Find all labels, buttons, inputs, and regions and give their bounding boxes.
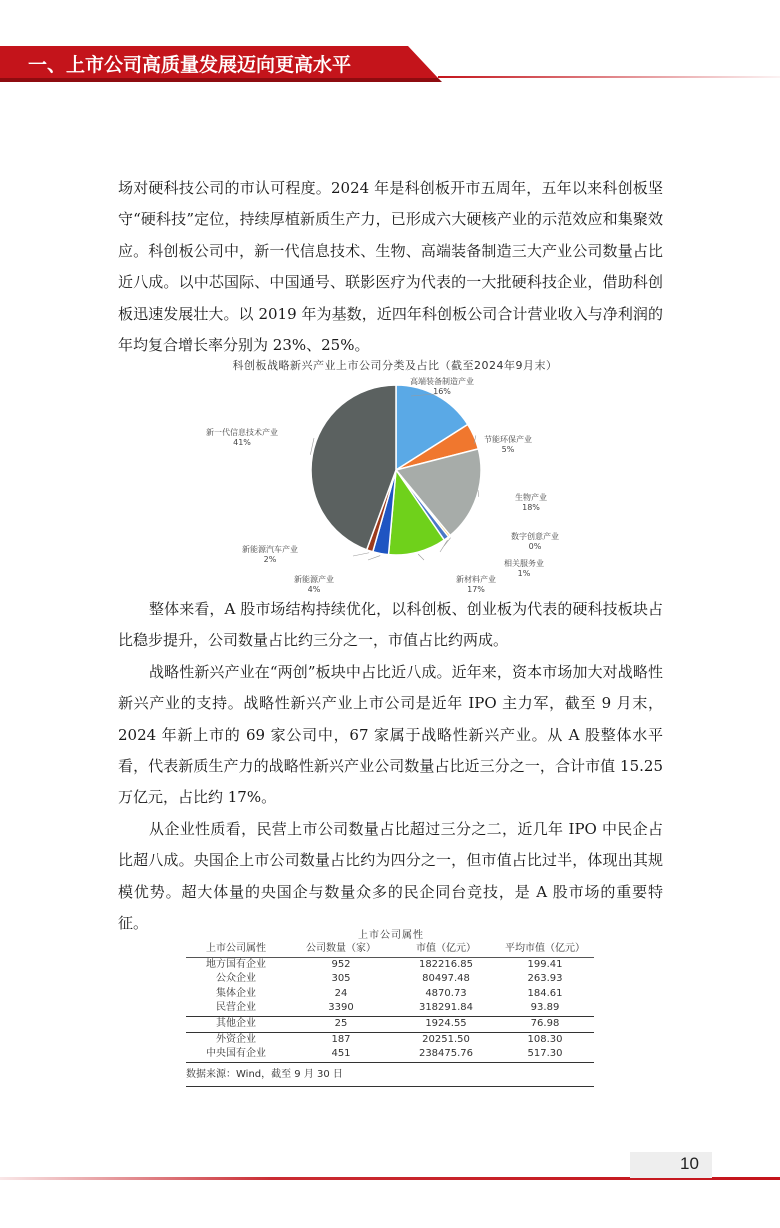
table-cell: 25 — [286, 1016, 396, 1032]
table-cell: 184.61 — [527, 987, 563, 999]
table-cell: 76.98 — [496, 1016, 594, 1032]
pie-leader-line — [418, 554, 424, 560]
table-cell: 451 — [331, 1048, 351, 1060]
table-cell: 4870.73 — [425, 987, 467, 999]
data-table — [186, 942, 594, 1062]
table-cell: 238475.76 — [418, 1048, 474, 1060]
table-header-cell: 平均市值（亿元） — [496, 942, 594, 957]
paragraph: 战略性新兴产业在“两创”板块中占比近八成。近年来，资本市场加大对战略性新兴产业的支持。战略性新兴产业上市公司是近年 IPO 主力军，截至 9 月末，2024 年新上市的 69 家公司中，67 家属于战略性新兴产业。从 A 股整体水平看，代表新质生产力的战略性新兴产业公司数量占比近三分之一，合计市值 15.25 万亿元，占比约 17%。 — [118, 662, 663, 807]
table-title: 上市公司属性 — [358, 930, 424, 941]
table-cell: 93.89 — [530, 1002, 560, 1014]
section-title: 一、上市公司高质量发展迈向更高水平 — [28, 54, 352, 76]
table-row — [186, 1016, 594, 1032]
pie-slice-label: 新一代信息技术产业 — [206, 428, 278, 437]
paragraph: 整体来看，A 股市场结构持续优化，以科创板、创业板为代表的硬科技板块占比稳步提升，公司数量占比约三分之一，市值占比约两成。 — [118, 600, 663, 650]
table-cell: 80497.48 — [422, 973, 470, 985]
table-row — [186, 1047, 594, 1062]
table-cell: 305 — [331, 973, 351, 985]
table-cell: 182216.85 — [418, 958, 474, 970]
table-cell: 199.41 — [527, 958, 563, 970]
table-cell: 187 — [331, 1033, 351, 1045]
pie-slice-label: 新能源产业 — [294, 575, 334, 584]
table-cell: 20251.50 — [422, 1033, 470, 1045]
paragraph: 从企业性质看，民营上市公司数量占比超过三分之二，近几年 IPO 中民企占比超八成。央国企上市公司数量占比约为四分之一，但市值占比过半，体现出其规模优势。超大体量的央国企与数量众多的民企同台竞技，是 A 股市场的重要特征。 — [118, 819, 663, 933]
pie-slice-label: 高端装备制造产业 — [410, 377, 474, 386]
body-paragraphs-bottom — [118, 594, 663, 939]
pie-slice-label: 节能环保产业 — [484, 435, 532, 444]
page-number: 10 — [680, 1154, 699, 1173]
page-number-box — [630, 1152, 712, 1178]
table-row — [186, 957, 594, 972]
table-cell: 1924.55 — [396, 1016, 496, 1032]
pie-slice-percent: 1% — [517, 569, 531, 578]
pie-slice-percent: 17% — [467, 585, 485, 594]
table-source-note: 数据来源：Wind，截至 9 月 30 日 — [186, 1062, 594, 1080]
table-cell: 中央国有企业 — [206, 1048, 266, 1060]
table-cell: 952 — [331, 958, 351, 970]
table-bottom-rule — [186, 1080, 594, 1087]
pie-slice-percent: 5% — [501, 445, 515, 454]
pie-slice-label: 新材料产业 — [456, 575, 496, 584]
pie-slice-percent: 2% — [263, 555, 277, 564]
pie-slice-percent: 4% — [307, 585, 321, 594]
table-row — [186, 987, 594, 1002]
pie-slice-label: 数字创意产业 — [511, 532, 559, 541]
pie-slice-percent: 0% — [528, 542, 542, 551]
pie-slice-label: 新能源汽车产业 — [242, 545, 298, 554]
table-header-cell: 市值（亿元） — [396, 942, 496, 957]
table-cell: 其他企业 — [186, 1016, 286, 1032]
table-cell: 318291.84 — [418, 1002, 474, 1014]
table-row — [186, 972, 594, 987]
table-header-cell: 公司数量（家） — [286, 942, 396, 957]
table-cell: 公众企业 — [216, 973, 256, 985]
table-cell: 3390 — [328, 1002, 354, 1014]
table-cell: 外资企业 — [216, 1033, 256, 1045]
chart-title: 科创板战略新兴产业上市公司分类及占比（截至2024年9月末） — [232, 359, 558, 372]
company-attribute-table — [186, 926, 596, 1087]
paragraph: 场对硬科技公司的市认可程度。2024 年是科创板开市五周年，五年以来科创板坚守“硬科技”定位，持续厚植新质生产力，已形成六大硬核产业的示范效应和集聚效应。科创板公司中，新一代信息技术、生物、高端装备制造三大产业公司数量占比近八成。以中芯国际、中国通号、联影医疗为代表的一大批硬科技企业，借助科创板迅速发展壮大。以 2019 年为基数，近四年科创板公司合计营业收入与净利润的年均复合增长率分别为 23%、25%。 — [118, 179, 663, 355]
table-cell: 108.30 — [527, 1033, 563, 1045]
table-row — [186, 1032, 594, 1047]
table-cell: 地方国有企业 — [206, 958, 266, 970]
pie-slice-label: 相关服务业 — [504, 559, 544, 568]
table-cell: 集体企业 — [216, 987, 256, 999]
table-cell: 民营企业 — [216, 1002, 256, 1014]
table-cell: 263.93 — [527, 973, 563, 985]
table-header-cell: 上市公司属性 — [186, 942, 286, 957]
pie-slice-label: 生物产业 — [515, 493, 547, 502]
table-row — [186, 1001, 594, 1016]
pie-leader-line — [368, 556, 380, 560]
pie-slice-percent: 41% — [233, 438, 251, 447]
body-paragraph-top — [118, 173, 663, 361]
table-header-row — [186, 942, 594, 957]
pie-leader-line — [353, 553, 369, 556]
table-cell: 517.30 — [527, 1048, 563, 1060]
pie-chart — [196, 372, 596, 594]
table-cell: 24 — [334, 987, 348, 999]
pie-slice-percent: 18% — [522, 503, 540, 512]
pie-slice-percent: 16% — [433, 387, 451, 396]
